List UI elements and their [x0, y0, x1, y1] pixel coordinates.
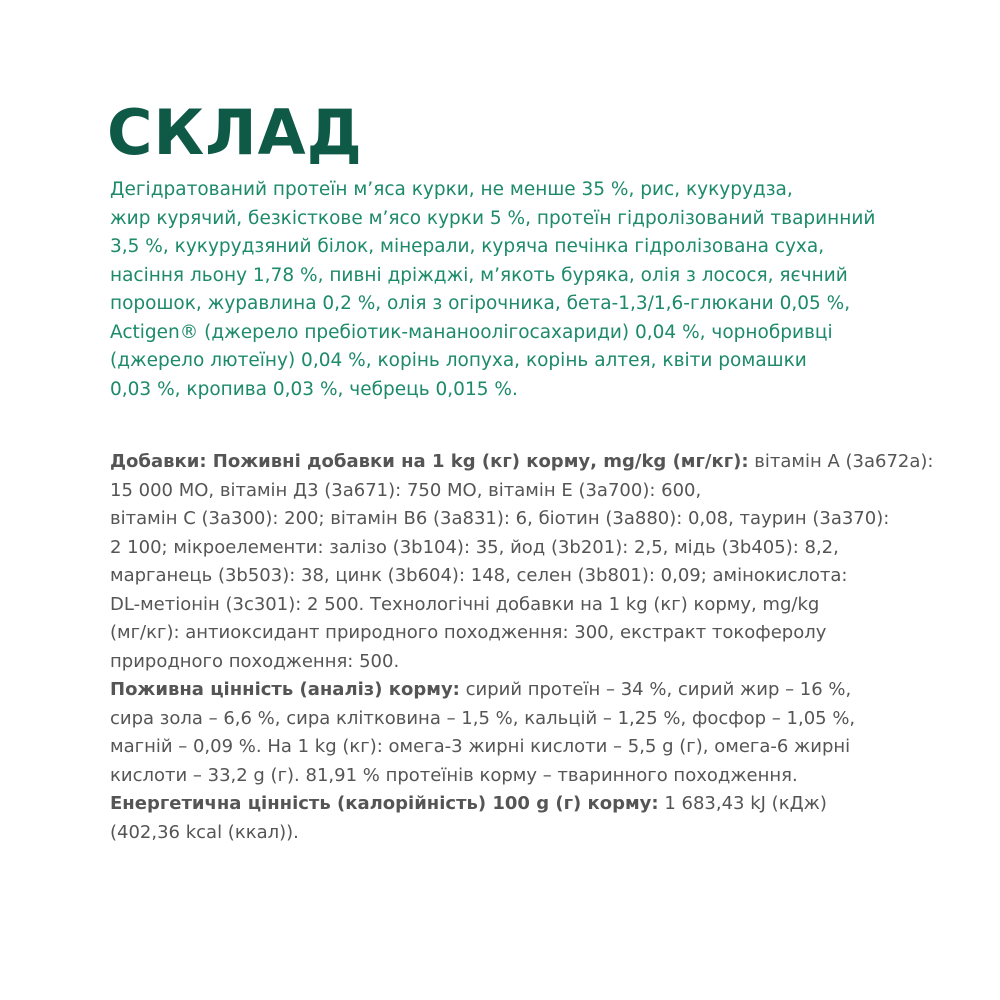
nutrition-first-line [110, 676, 910, 705]
nutrition-text: сирий протеїн – 34 %, сирий жир – 16 %, [459, 679, 852, 700]
composition-line: насіння льону 1,78 %, пивні дріжджі, м’якоть буряка, олія з лосося, яєчний [110, 264, 848, 286]
energy-first-line [110, 790, 910, 819]
energy-text: 1 683,43 kJ (кДж) [658, 793, 827, 814]
additives-line: природного походження: 500. [110, 650, 400, 672]
composition-line: порошок, журавлина 0,2 %, олія з огірочника, бета-1,3/1,6-глюкани 0,05 %, [110, 293, 851, 314]
composition-line: жир курячий, безкісткове м’ясо курки 5 %, протеїн гідролізований тваринний [110, 207, 876, 229]
composition-line: 3,5 %, кукурудзяний білок, мінерали, куряча печінка гідролізована суха, [110, 236, 825, 257]
additives-line: 2 100; мікроелементи: залізо (3b104): 35, йод (3b201): 2,5, мідь (3b405): 8,2, [110, 536, 839, 558]
additives-first-line [110, 448, 934, 477]
additives-line: марганець (3b503): 38, цинк (3b604): 148, селен (3b801): 0,09; амінокислота: [110, 565, 848, 586]
nutrition-label: Поживна цінність (аналіз) корму: [110, 679, 460, 700]
nutrition-info-block [110, 448, 934, 847]
additives-line: вітамін С (3а300): 200; вітамін В6 (3а831): 6, біотин (3а880): 0,08, таурин (3а370): [110, 508, 890, 529]
nutrition-line: кислоти – 33,2 g (г). 81,91 % протеїнів корму – тваринного походження. [110, 764, 798, 786]
energy-label: Енергетична цінність (калорійність) 100 g (г) корму: [110, 793, 659, 814]
additives-label: Добавки: Поживні добавки на 1 kg (кг) корму, mg/kg (мг/кг): [110, 451, 749, 472]
nutrition-line: сира зола – 6,6 %, сира клітковина – 1,5 %, кальцій – 1,25 %, фосфор – 1,05 %, [110, 707, 856, 729]
composition-line: Actigen® (джерело пребіотик-мананоолігосахариди) 0,04 %, чорнобривці [110, 321, 833, 343]
composition-line: Дегідратований протеїн м’яса курки, не менше 35 %, рис, кукурудза, [110, 179, 793, 200]
additives-text: вітамін А (3а672а): [748, 451, 934, 472]
additives-line: DL-метіонін (3с301): 2 500. Технологічні добавки на 1 kg (кг) корму, mg/kg [110, 593, 820, 615]
composition-text [110, 176, 910, 404]
page-title: СКЛАД [107, 96, 363, 169]
energy-line: (402,36 kcal (ккал)). [110, 821, 299, 843]
additives-line: 15 000 МО, вітамін Д3 (3а671): 750 МО, вітамін Е (3а700): 600, [110, 479, 702, 501]
nutrition-line: магній – 0,09 %. На 1 kg (кг): омега-3 жирні кислоти – 5,5 g (г), омега-6 жирні [110, 736, 851, 757]
composition-line: (джерело лютеїну) 0,04 %, корінь лопуха, корінь алтея, квіти ромашки [110, 350, 807, 371]
composition-line: 0,03 %, кропива 0,03 %, чебрець 0,015 %. [110, 378, 518, 400]
additives-line: (мг/кг): антиоксидант природного походження: 300, екстракт токоферолу [110, 622, 827, 643]
